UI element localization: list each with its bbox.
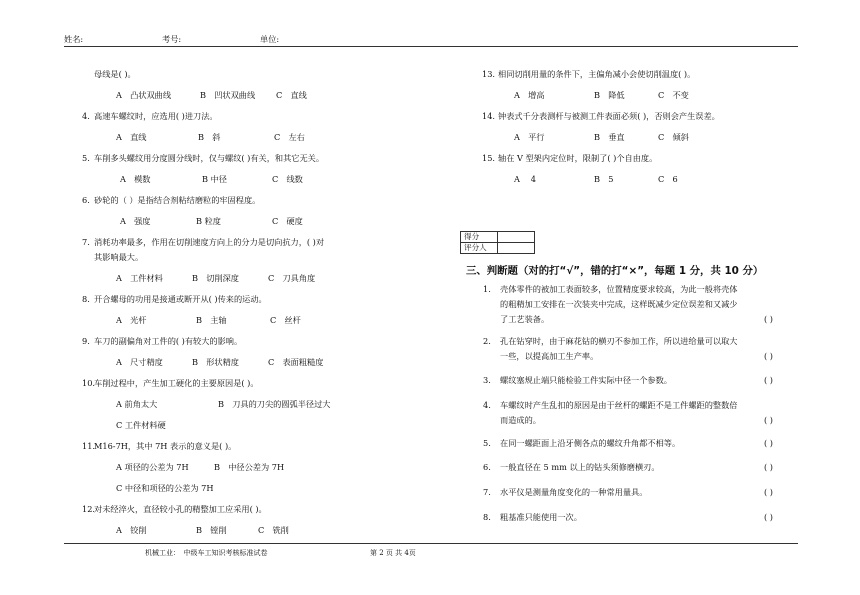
- name-label: 姓名:: [64, 34, 84, 44]
- judge-line: 水平仪是测量角度变化的一种常用量具。: [500, 487, 648, 497]
- options-row: [482, 89, 782, 101]
- option-b: B 切削深度: [192, 273, 239, 283]
- option-a: A 工件材料: [116, 273, 163, 283]
- unit-label: 单位:: [260, 34, 280, 44]
- option-c: C 左右: [274, 132, 305, 142]
- question-13: [482, 68, 782, 101]
- option-a: A 增高: [514, 90, 545, 100]
- judge-item-1: [483, 282, 773, 327]
- judge-item-3: [483, 373, 773, 388]
- option-a: A 项径的公差为 7H: [116, 462, 189, 472]
- right-column: [482, 68, 782, 185]
- judge-item-4: [483, 398, 773, 428]
- question-stem: 车削多头螺纹用分度圆分线时，仅与螺纹( )有关，和其它无关。: [94, 153, 325, 163]
- option-a: A 直线: [116, 132, 147, 142]
- grader-label: 评分人: [461, 243, 498, 254]
- judge-last-line: [483, 460, 773, 475]
- options-row: [82, 131, 412, 143]
- options-row: [82, 314, 412, 326]
- option-b: B 中径公差为 7H: [214, 462, 285, 472]
- judge-line: 的粗精加工安排在一次装夹中完成，这样既减少定位误差和又减少: [500, 299, 738, 309]
- judge-line: 一些，以提高加工生产率。: [500, 351, 599, 361]
- options-row: [82, 524, 412, 536]
- answer-paren[interactable]: ( ): [764, 512, 773, 522]
- option-b: B 镗削: [196, 525, 227, 535]
- answer-paren[interactable]: ( ): [764, 487, 773, 497]
- question-10: [82, 377, 412, 431]
- option-c: C 倾斜: [658, 132, 689, 142]
- option-b: B 刀具的刀尖的圆弧半径过大: [218, 399, 331, 409]
- option-c: C 刀具角度: [268, 273, 316, 283]
- question-8: [82, 293, 412, 326]
- option-b: B 垂直: [594, 132, 625, 142]
- judge-last-line: [483, 485, 773, 500]
- options-row: [82, 272, 412, 284]
- option-a: A 尺寸精度: [116, 357, 163, 367]
- answer-paren[interactable]: ( ): [764, 462, 773, 472]
- judge-number: 6.: [483, 462, 491, 472]
- option-a: A 模数: [120, 174, 151, 184]
- question-11: [82, 440, 412, 494]
- judge-item-6: [483, 460, 773, 475]
- options-row: [82, 215, 412, 227]
- judge-number: 2.: [483, 336, 491, 346]
- option-a: A 强度: [120, 216, 151, 226]
- answer-paren[interactable]: ( ): [764, 415, 773, 425]
- option-a: A 平行: [514, 132, 545, 142]
- options-row: [82, 356, 412, 368]
- judge-line: 螺纹塞规止端只能检验工件实际中径一个参数。: [500, 375, 672, 385]
- options-row: [82, 461, 412, 473]
- option-b: B 凹状双曲线: [200, 90, 256, 100]
- question-12: [82, 503, 412, 536]
- question-stem: 钟表式千分表测杆与被测工件表面必须( )，否则会产生误差。: [498, 111, 720, 121]
- judge-item-5: [483, 436, 773, 451]
- option-b: B 中径: [202, 174, 227, 184]
- options-row: [82, 398, 412, 410]
- judge-last-line: [483, 373, 773, 388]
- judge-line: 了工艺装备。: [500, 314, 550, 324]
- question-number: 15.: [482, 153, 496, 163]
- question-stem: M16-7H，其中 7H 表示的意义是( )。: [94, 441, 237, 451]
- question-stem: 相同切削用量的条件下，主偏角减小会使切削温度( )。: [498, 69, 696, 79]
- question-stem: 对未经淬火，直径较小孔的精整加工应采用( )。: [94, 504, 267, 514]
- option-c: C 铣削: [258, 525, 289, 535]
- header-rule: [64, 46, 798, 47]
- judge-line: 在同一螺距面上沿牙侧各点的螺纹升角都不相等。: [500, 438, 681, 448]
- footer-page-number: 第 2 页 共 4页: [370, 549, 416, 557]
- judge-last-line: [483, 312, 773, 327]
- question-4: [82, 110, 412, 143]
- grader-cell[interactable]: [498, 243, 535, 254]
- options-row: [82, 89, 412, 101]
- option-c: C 硬度: [272, 216, 303, 226]
- option-b: B 主轴: [196, 315, 227, 325]
- question-3-cont: [82, 68, 412, 101]
- judge-line: 孔在钻穿时，由于麻花钻的横刃不参加工作，所以进给量可以取大: [500, 336, 738, 346]
- question-stem: 轴在 V 型架内定位时，限制了( )个自由度。: [498, 153, 658, 163]
- option-a: A 前角太大: [116, 399, 158, 409]
- option-c: C 工件材料硬: [116, 420, 166, 430]
- question-5: [82, 152, 412, 185]
- question-number: 6.: [82, 195, 90, 205]
- option-b: B 粒度: [196, 216, 221, 226]
- question-7: [82, 236, 412, 284]
- option-b: B 斜: [198, 132, 221, 142]
- option-c: C 6: [658, 174, 678, 184]
- option-c: C 线数: [272, 174, 303, 184]
- option-c: C 表面粗糙度: [268, 357, 324, 367]
- question-15: [482, 152, 782, 185]
- judge-item-7: [483, 485, 773, 500]
- score-box: [460, 231, 535, 254]
- question-number: 8.: [82, 294, 90, 304]
- question-number: 9.: [82, 336, 90, 346]
- option-c: C 直线: [276, 90, 307, 100]
- question-14: [482, 110, 782, 143]
- judge-line: 粗基准只能使用一次。: [500, 512, 582, 522]
- score-cell[interactable]: [498, 232, 535, 243]
- judge-item-2: [483, 334, 773, 364]
- question-stem: 车刀的副偏角对工件的( )有较大的影响。: [94, 336, 243, 346]
- option-a: A 凸状双曲线: [116, 90, 172, 100]
- question-number: 10.: [82, 378, 96, 388]
- judge-line: 车螺纹时产生乱扣的原因是由于丝杆的螺距不是工件螺距的整数倍: [500, 400, 738, 410]
- question-number: 12.: [82, 504, 96, 514]
- question-stem: 开合螺母的功用是接通或断开从( )传来的运动。: [94, 294, 267, 304]
- judge-number: 1.: [483, 284, 491, 294]
- left-column: [82, 68, 412, 536]
- question-stem: 砂轮的（ ）是指结合剂粘结磨粒的牢固程度。: [94, 195, 261, 205]
- question-number: 11.: [82, 441, 96, 451]
- option-a: A 铰削: [116, 525, 147, 535]
- options-row: [482, 131, 782, 143]
- section-3-title: 三、判断题（对的打“√”，错的打“×”，每题 1 分，共 10 分）: [466, 265, 764, 277]
- exam-number-label: 考号:: [162, 34, 182, 44]
- answer-paren[interactable]: ( ): [764, 375, 773, 385]
- option-b: B 5: [594, 174, 614, 184]
- options-row: [482, 173, 782, 185]
- question-number: 5.: [82, 153, 90, 163]
- question-stem-cont: 其影响最大。: [94, 252, 144, 262]
- option-b: B 降低: [594, 90, 625, 100]
- judge-number: 4.: [483, 400, 491, 410]
- judge-last-line: [483, 436, 773, 451]
- judge-last-line: [483, 413, 773, 428]
- option-c: C 不变: [658, 90, 689, 100]
- question-stem: 消耗功率最多，作用在切削速度方向上的分力是切向抗力，( )对: [94, 237, 325, 247]
- judge-number: 5.: [483, 438, 491, 448]
- question-6: [82, 194, 412, 227]
- judge-line: 而造成的。: [500, 415, 541, 425]
- options-row: [82, 173, 412, 185]
- judge-line: 一般直径在 5 mm 以上的钻头须修磨横刃。: [500, 462, 660, 472]
- question-number: 14.: [482, 111, 496, 121]
- answer-paren[interactable]: ( ): [764, 314, 773, 324]
- option-b: B 形状精度: [192, 357, 239, 367]
- exam-header: [64, 34, 798, 44]
- option-c: C 丝杆: [270, 315, 301, 325]
- option-c: C 中径和项径的公差为 7H: [116, 483, 214, 493]
- question-number: 4.: [82, 111, 90, 121]
- question-number: 13.: [482, 69, 496, 79]
- judge-line: 壳体零件的被加工表面较多，位置精度要求较高，为此一般将壳体: [500, 284, 738, 294]
- judge-last-line: [483, 510, 773, 525]
- judge-number: 3.: [483, 375, 491, 385]
- question-stem: 高速车螺纹时，应选用( )进刀法。: [94, 111, 218, 121]
- answer-paren[interactable]: ( ): [764, 438, 773, 448]
- footer-rule: [64, 543, 798, 544]
- option-a: A 光杆: [116, 315, 147, 325]
- footer-exam-title: 机械工业： 中级车工知识考核标准试卷: [145, 549, 268, 557]
- answer-paren[interactable]: ( ): [764, 351, 773, 361]
- question-9: [82, 335, 412, 368]
- question-number: 7.: [82, 237, 90, 247]
- score-label: 得分: [461, 232, 498, 243]
- judge-last-line: [483, 349, 773, 364]
- option-a: A 4: [514, 174, 536, 184]
- judge-number: 7.: [483, 487, 491, 497]
- judge-item-8: [483, 510, 773, 525]
- question-stem: 车削过程中，产生加工硬化的主要原因是( )。: [94, 378, 259, 388]
- judge-number: 8.: [483, 512, 491, 522]
- question-stem: 母线是( )。: [94, 69, 136, 79]
